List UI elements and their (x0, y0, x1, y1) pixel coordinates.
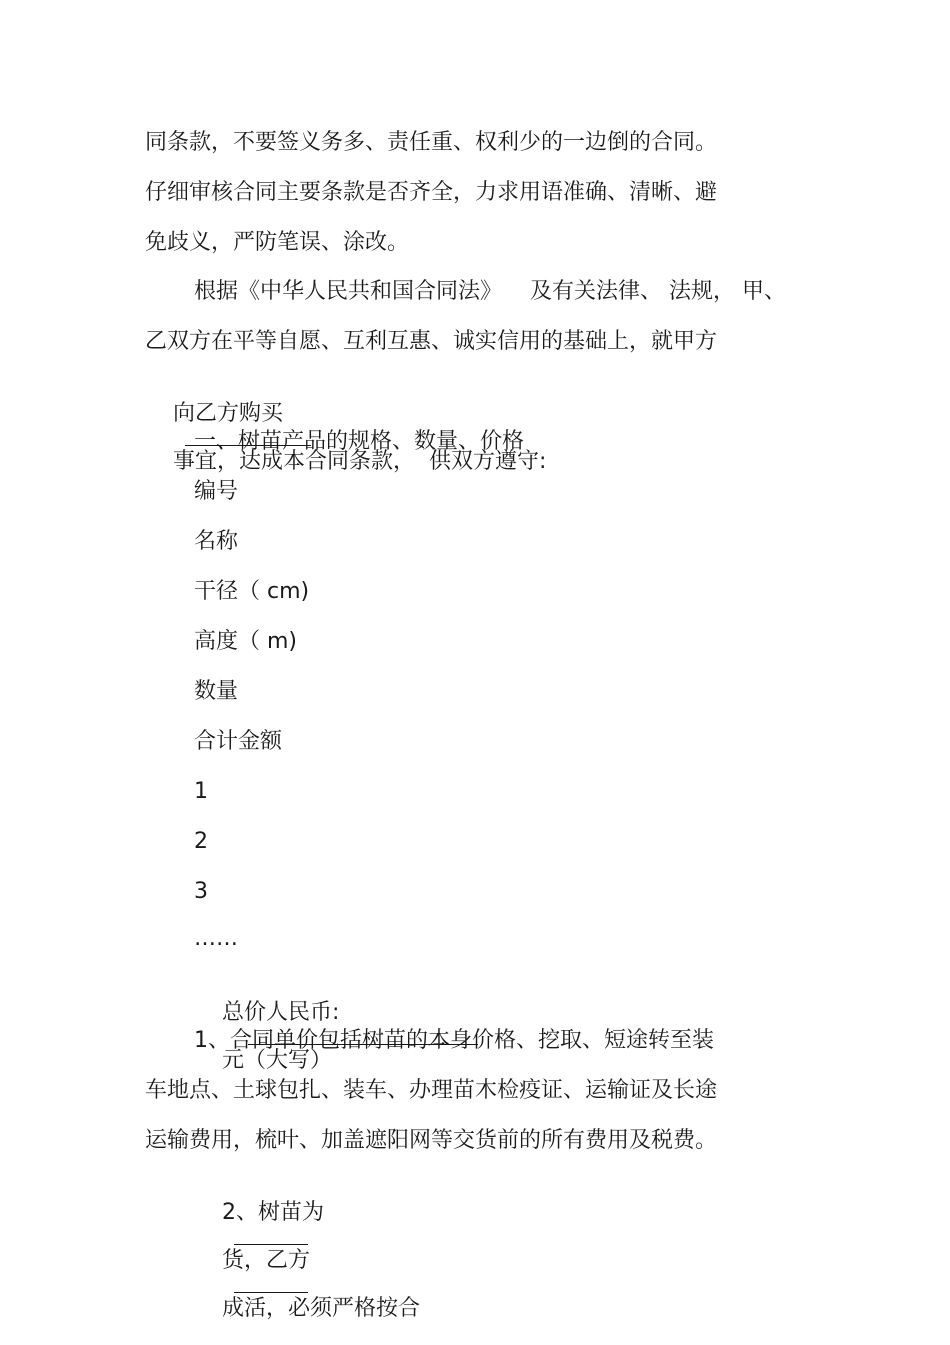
clause-2-part1: 2、树苗为 (221, 1200, 324, 1225)
goods-type-blank[interactable] (234, 1224, 308, 1245)
table-header-height: 高度（ m) (194, 629, 298, 654)
purchase-before: 向乙方购买 (172, 401, 283, 426)
table-row: 1 (194, 779, 208, 804)
clause-2-line (194, 1180, 420, 1342)
clause-1-line: 车地点、土球包扎、装车、办理苗木检疫证、运输证及长途 (145, 1078, 718, 1103)
table-row: 3 (194, 879, 208, 904)
section-1-title: 一、树苗产品的规格、数量、价格 (194, 429, 525, 454)
paragraph-line: 同条款，不要签义务多、责任重、权利少的一边倒的合同。 (145, 130, 718, 155)
table-row: 2 (194, 829, 208, 854)
table-header-diameter: 干径（ cm) (194, 579, 310, 604)
purchase-after: 事宜，达成本合同条款， 供双方遵守: (172, 449, 547, 474)
table-header-name: 名称 (194, 529, 239, 554)
total-unit: 元（大写） (221, 1048, 332, 1073)
table-row-ellipsis: …… (194, 926, 238, 951)
table-header-number: 编号 (194, 479, 239, 504)
clause-1-line: 运输费用，梳叶、加盖遮阳网等交货前的所有费用及税费。 (145, 1128, 718, 1153)
paragraph-line: 根据《中华人民共和国合同法》 及有关法律、 法规， 甲、 (194, 279, 786, 304)
paragraph-line: 仔细审核合同主要条款是否齐全，力求用语准确、清晰、避 (145, 180, 718, 205)
survival-blank[interactable] (234, 1272, 308, 1293)
paragraph-line: 乙双方在平等自愿、互利互惠、诚实信用的基础上，就甲方 (145, 329, 718, 354)
clause-2-part2: 货，乙方 (221, 1248, 310, 1273)
paragraph-line: 免歧义，严防笔误、涂改。 (145, 230, 410, 255)
table-header-total: 合计金额 (194, 729, 283, 754)
clause-1-line: 1、合同单价包括树苗的本身价格、挖取、短途转至装 (194, 1028, 714, 1053)
total-label: 总价人民币: (221, 1000, 340, 1025)
clause-2-part3: 成活，必须严格按合 (221, 1296, 420, 1321)
table-header-quantity: 数量 (194, 679, 239, 704)
